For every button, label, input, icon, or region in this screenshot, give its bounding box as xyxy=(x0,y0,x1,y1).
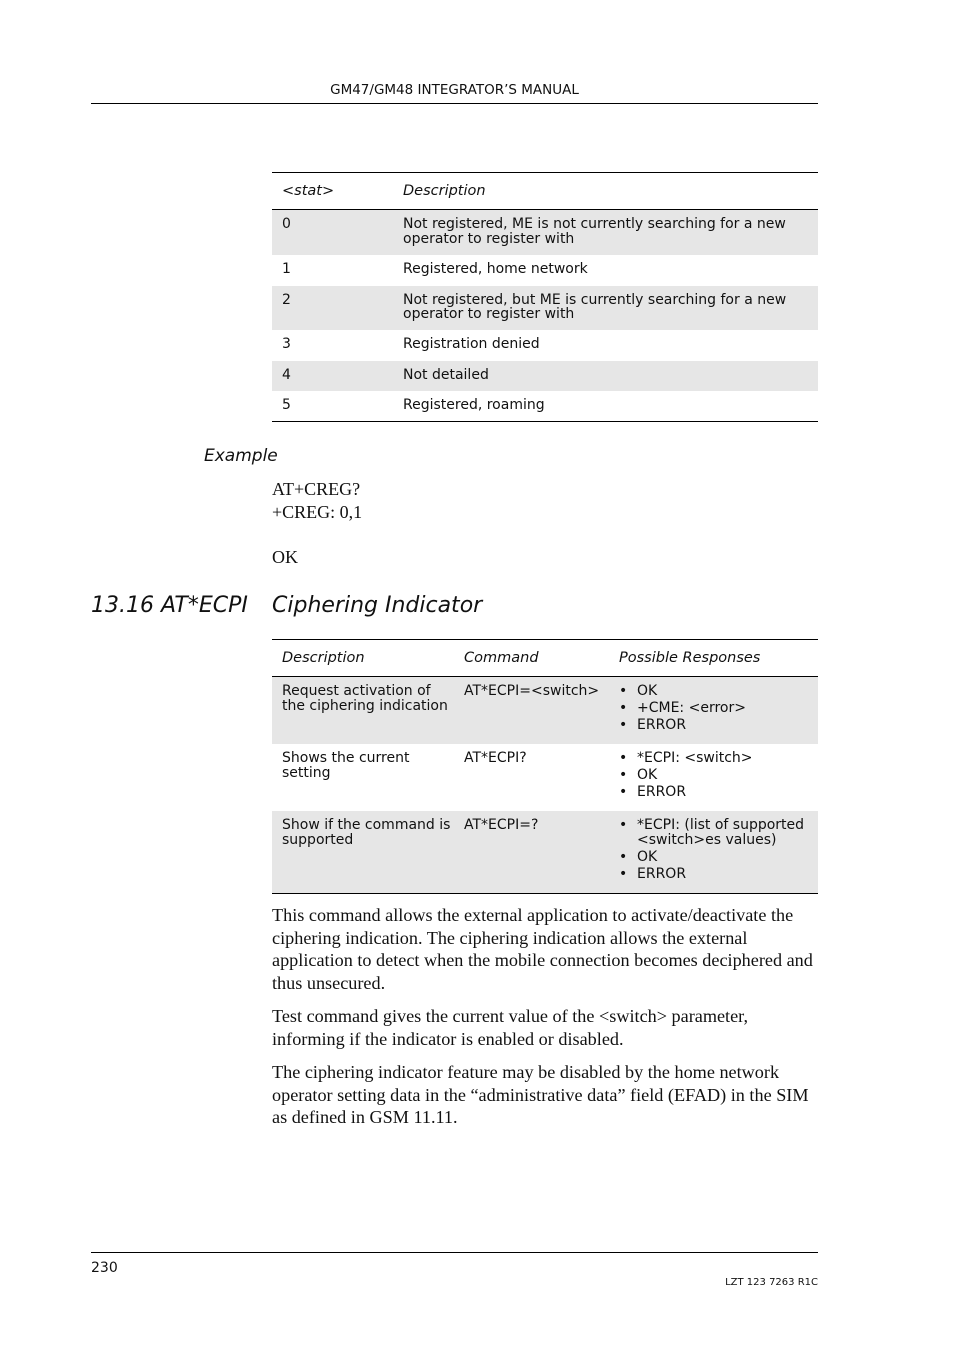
example-result: OK xyxy=(272,547,298,567)
table-row xyxy=(272,361,818,391)
example-label: Example xyxy=(204,446,278,466)
command-syntax: AT*ECPI=<switch> xyxy=(464,683,600,699)
body-paragraph: This command allows the external application to activate/deactivate the ciphering indication. The ciphering indication allows the external application to detect when the mobile connection becomes deciphered and thus unsecured. xyxy=(272,905,813,993)
table-row xyxy=(272,744,818,811)
command-syntax: AT*ECPI=? xyxy=(464,817,539,833)
stat-value: 0 xyxy=(282,216,291,232)
table-row xyxy=(272,811,818,893)
response-item: • *ECPI: (list of supported <switch>es values) xyxy=(619,818,818,847)
stat-value: 3 xyxy=(282,335,291,352)
response-item: • ERROR xyxy=(619,785,818,800)
command-description: Show if the command is supported xyxy=(282,817,451,848)
footer-rule xyxy=(91,1252,818,1253)
body-paragraph: The ciphering indicator feature may be disabled by the home network operator setting data in the “administrative data” field (EFAD) in the SIM as defined in GSM 11.11. xyxy=(272,1062,809,1127)
table-row xyxy=(272,210,818,255)
possible-responses xyxy=(609,811,818,893)
command-table-header-row xyxy=(272,640,818,677)
command-description: Request activation of the ciphering indication xyxy=(282,683,448,714)
stat-table-header-row xyxy=(272,173,818,210)
description-column-header: Description xyxy=(282,650,365,666)
running-header: GM47/GM48 INTEGRATOR’S MANUAL xyxy=(330,82,579,98)
stat-value: 4 xyxy=(282,366,291,383)
table-row xyxy=(272,330,818,361)
section-title: Ciphering Indicator xyxy=(272,593,483,618)
stat-value: 2 xyxy=(282,291,291,308)
body-paragraph: Test command gives the current value of the <switch> parameter, informing if the indicator is enabled or disabled. xyxy=(272,1006,749,1049)
stat-table xyxy=(272,172,818,422)
table-row xyxy=(272,255,818,286)
header-rule xyxy=(91,103,818,104)
possible-responses xyxy=(609,744,818,811)
possible-responses xyxy=(609,677,818,745)
command-column-header: Command xyxy=(464,650,539,666)
response-item: • +CME: <error> xyxy=(619,701,818,716)
command-table xyxy=(272,639,818,894)
response-item: • *ECPI: <switch> xyxy=(619,751,818,766)
response-item: • ERROR xyxy=(619,718,818,733)
stat-value: 5 xyxy=(282,396,291,413)
stat-description: Registered, roaming xyxy=(403,396,545,413)
response-item: • OK xyxy=(619,684,818,699)
response-item: • OK xyxy=(619,850,818,865)
command-syntax: AT*ECPI? xyxy=(464,750,527,766)
table-row xyxy=(272,391,818,422)
description-column-header: Description xyxy=(403,183,486,199)
stat-description: Registered, home network xyxy=(403,260,588,277)
responses-column-header: Possible Responses xyxy=(619,650,761,666)
stat-description: Not registered, but ME is currently searching for a new operator to register with xyxy=(403,291,787,322)
page-number: 230 xyxy=(91,1260,118,1276)
section-number: 13.16 AT*ECPI xyxy=(91,593,248,618)
table-row xyxy=(272,677,818,745)
table-row xyxy=(272,286,818,330)
response-item: • OK xyxy=(619,768,818,783)
stat-description: Registration denied xyxy=(403,335,540,352)
example-response: +CREG: 0,1 xyxy=(272,502,363,522)
stat-value: 1 xyxy=(282,260,291,277)
example-command: AT+CREG? xyxy=(272,479,361,499)
stat-description: Not registered, ME is not currently searching for a new operator to register with xyxy=(403,216,786,247)
stat-column-header: <stat> xyxy=(282,183,335,199)
stat-description: Not detailed xyxy=(403,366,489,383)
document-id: LZT 123 7263 R1C xyxy=(725,1277,818,1288)
command-description: Shows the current setting xyxy=(282,750,410,781)
response-item: • ERROR xyxy=(619,867,818,882)
